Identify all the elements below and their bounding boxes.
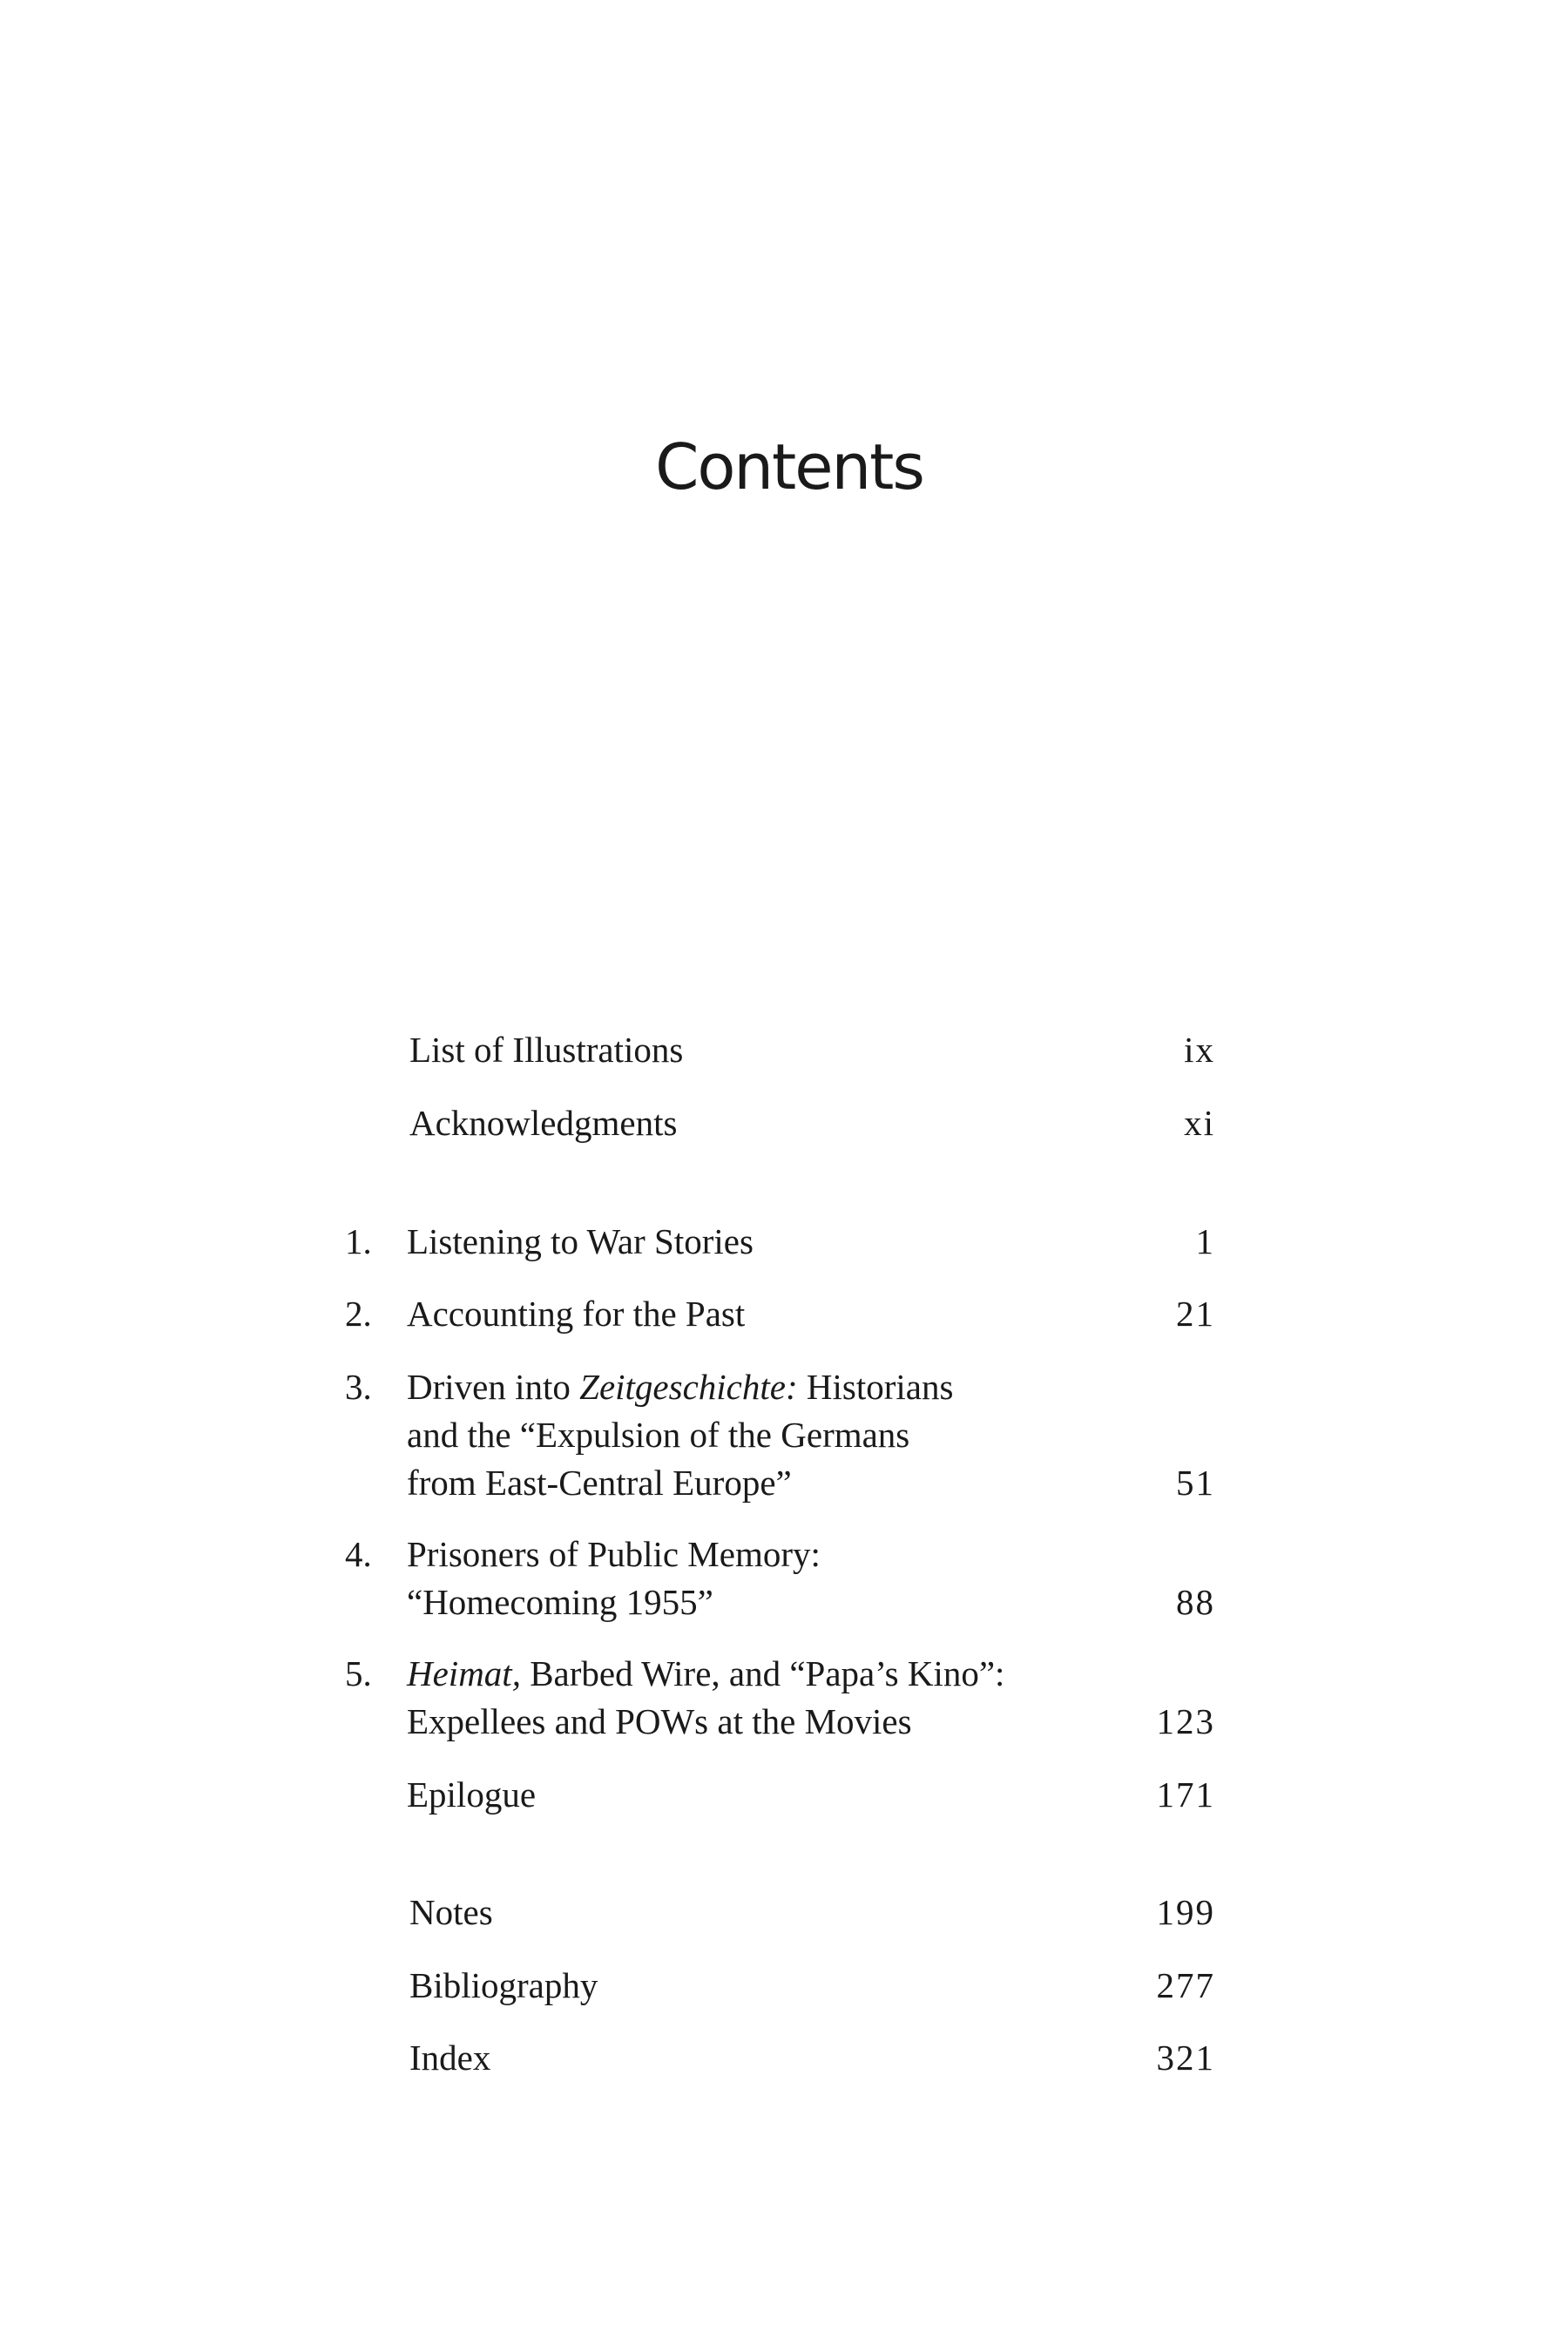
toc-entry-title-line: and the “Expulsion of the Germans	[407, 1415, 910, 1455]
page-title: Contents	[655, 430, 923, 504]
toc-entry-title-italic: Zeitgeschichte:	[579, 1367, 798, 1407]
toc-entry-page: ix	[1184, 1030, 1215, 1070]
toc-entry-title: Bibliography	[409, 1965, 598, 2005]
toc-entry-page: 123	[1156, 1701, 1215, 1741]
toc-entry-title-line: from East-Central Europe”	[407, 1463, 792, 1503]
toc-entry-page: 171	[1156, 1774, 1215, 1815]
toc-entry-page: 88	[1176, 1582, 1215, 1622]
toc-entry-title-line: Prisoners of Public Memory:	[407, 1534, 821, 1574]
toc-entry-page: 21	[1176, 1294, 1215, 1334]
toc-entry-title: Notes	[409, 1892, 493, 1932]
toc-entry-page: 51	[1176, 1463, 1215, 1503]
toc-entry-title-line: Heimat, Barbed Wire, and “Papa’s Kino”:	[407, 1653, 1005, 1693]
toc-entry-number: 5.	[345, 1653, 372, 1693]
toc-entry-page: 277	[1156, 1965, 1215, 2005]
toc-entry-title-line: Driven into Zeitgeschichte: Historians	[407, 1367, 954, 1407]
toc-entry-title-line: Expellees and POWs at the Movies	[407, 1701, 912, 1741]
toc-entry-title	[407, 1363, 953, 1507]
toc-entry-number: 3.	[345, 1367, 372, 1407]
toc-entry-page: 1	[1195, 1221, 1215, 1261]
toc-entry-page: 199	[1156, 1892, 1215, 1932]
toc-entry-title-line: “Homecoming 1955”	[407, 1582, 713, 1622]
toc-entry-title	[407, 1531, 821, 1626]
toc-entry-title: Index	[409, 2038, 491, 2078]
toc-entry-title: Acknowledgments	[409, 1103, 678, 1143]
toc-entry-number: 4.	[345, 1534, 372, 1574]
toc-entry-page: xi	[1184, 1103, 1215, 1143]
toc-entry-number: 1.	[345, 1221, 372, 1261]
toc-entry-title-italic: Heimat,	[407, 1653, 521, 1693]
toc-entry-title: List of Illustrations	[409, 1030, 684, 1070]
toc-entry-title: Listening to War Stories	[407, 1221, 754, 1261]
toc-entry-title: Epilogue	[407, 1774, 537, 1815]
toc-entry-title	[407, 1650, 1004, 1746]
toc-entry-title: Accounting for the Past	[407, 1294, 746, 1334]
toc-entry-page: 321	[1156, 2038, 1215, 2078]
toc-entry-number: 2.	[345, 1294, 372, 1334]
